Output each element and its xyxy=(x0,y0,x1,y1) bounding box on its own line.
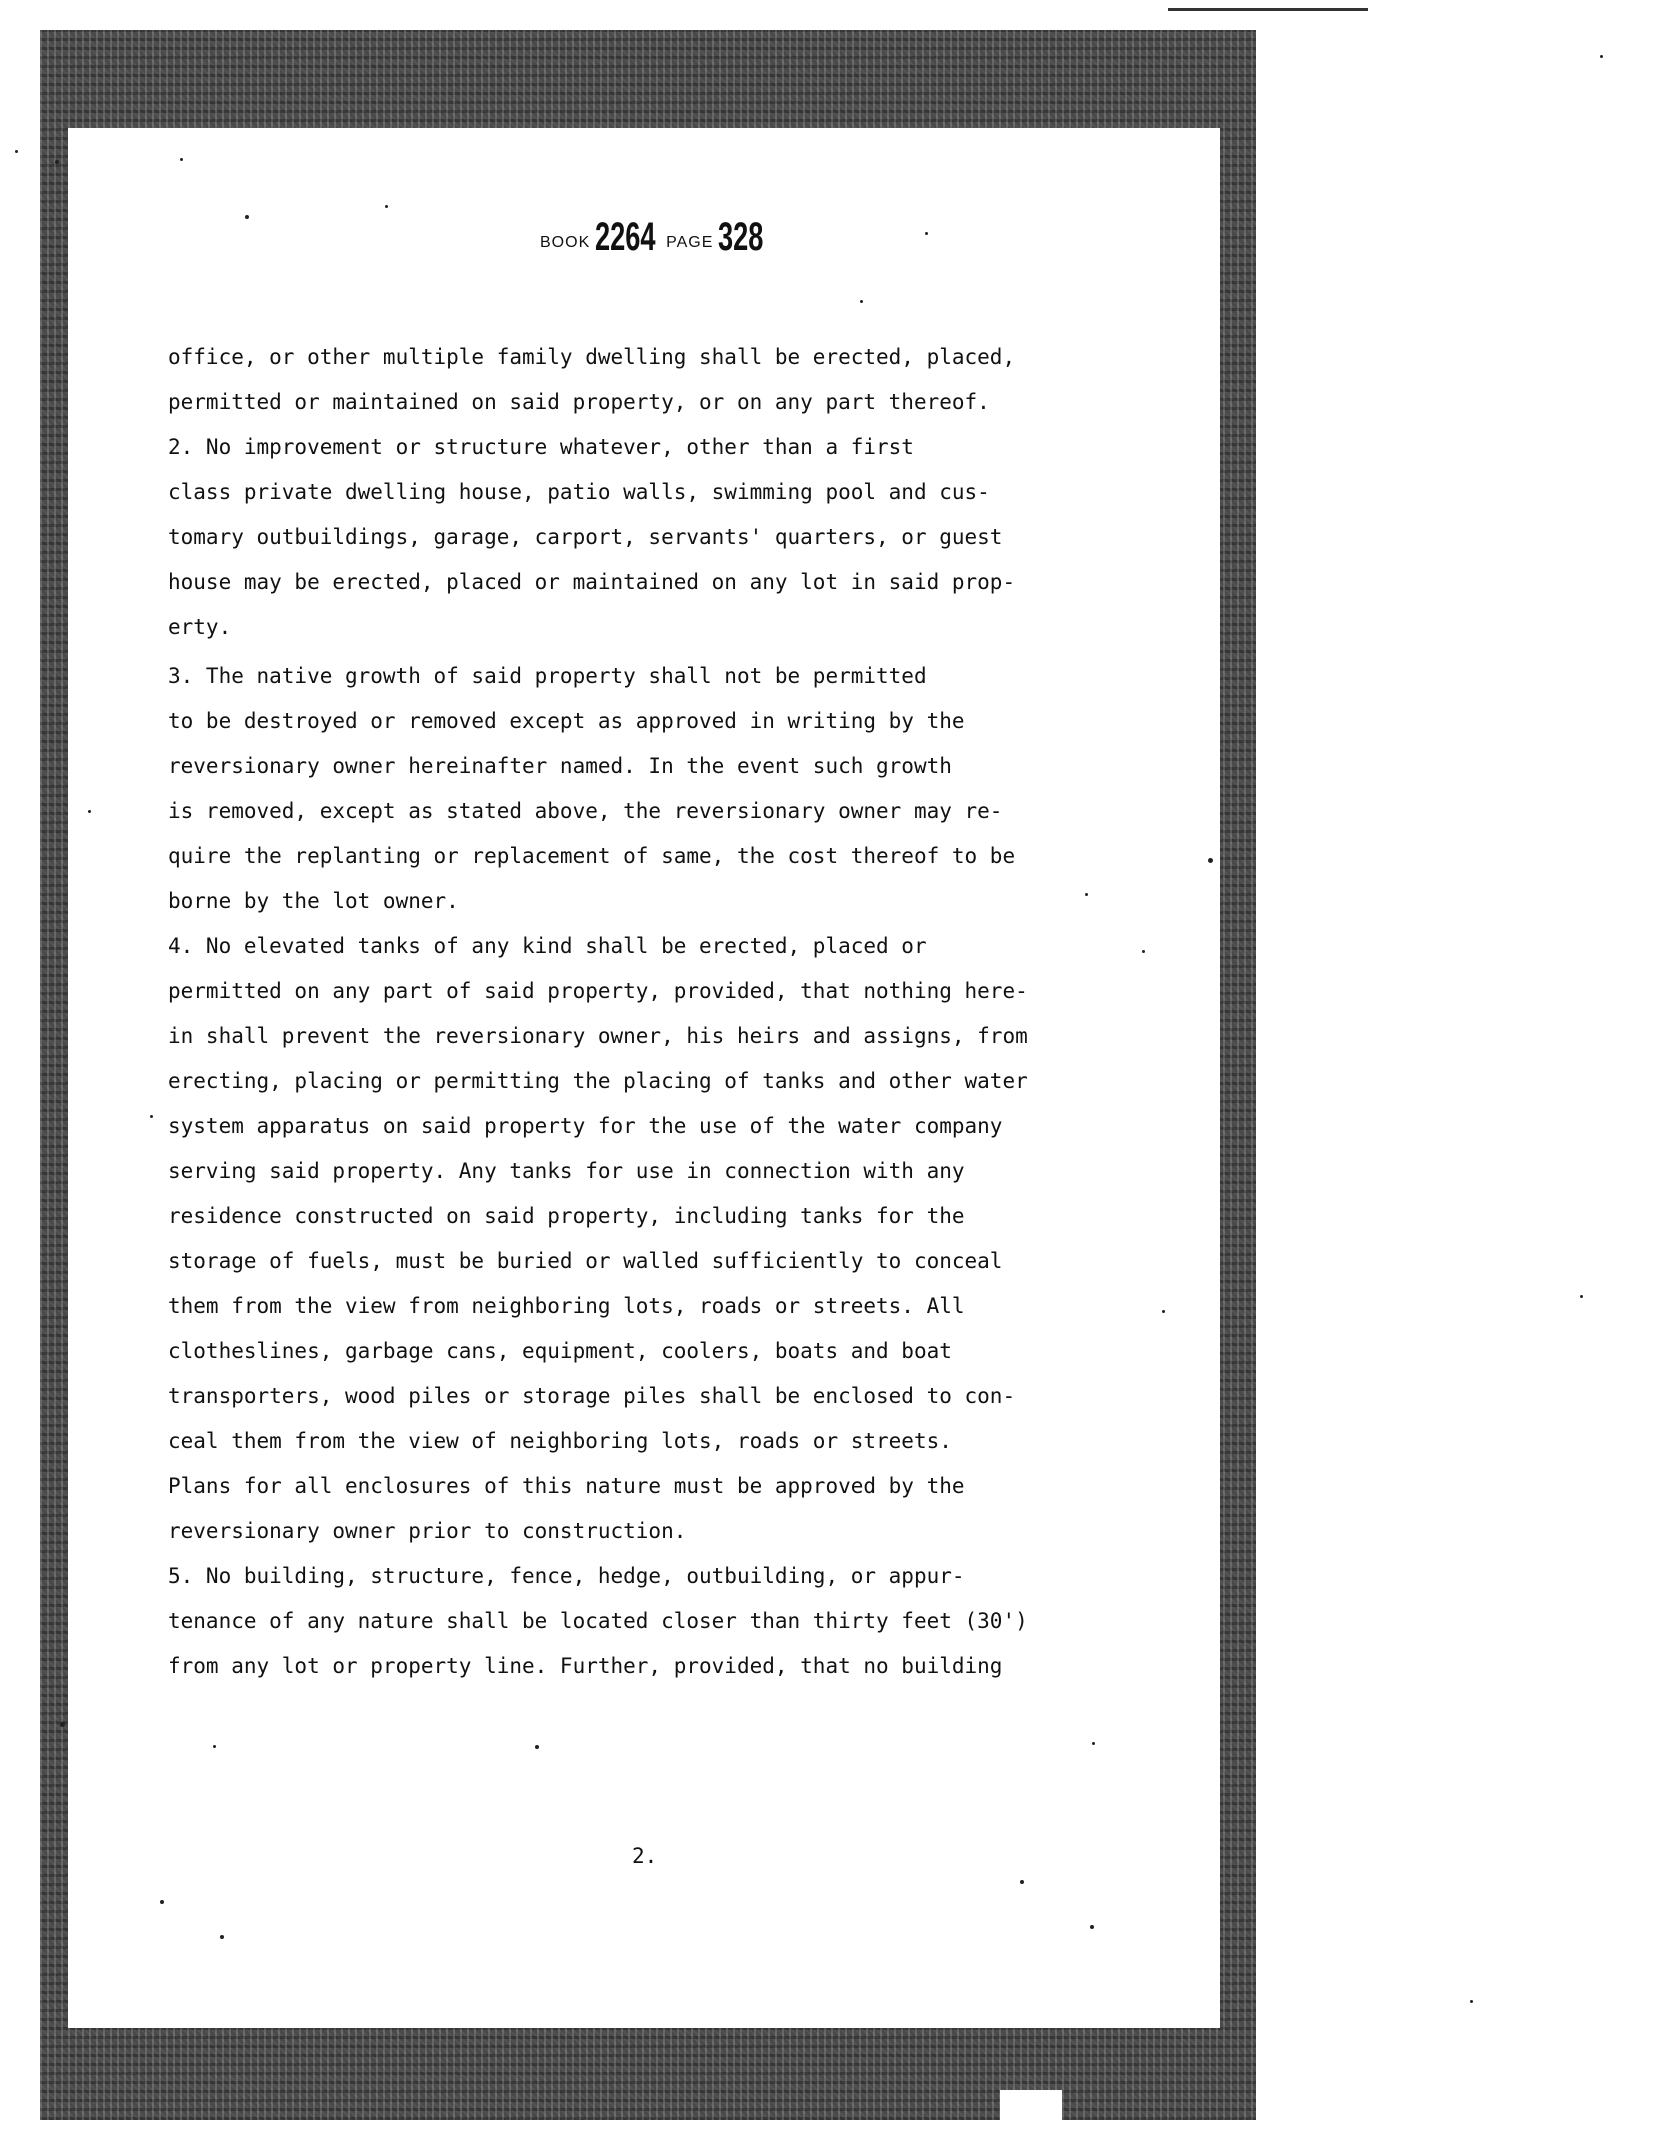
text-line: permitted or maintained on said property, or on any part thereof. xyxy=(168,390,990,414)
scan-speck xyxy=(1020,1880,1024,1884)
text-line: tenance of any nature shall be located closer than thirty feet (30') xyxy=(168,1609,1028,1633)
text-line: ceal them from the view of neighboring lots, roads or streets. xyxy=(168,1429,952,1453)
text-line: permitted on any part of said property, provided, that nothing here- xyxy=(168,979,1028,1003)
page-number-stamp: 328 xyxy=(717,215,764,259)
text-line: residence constructed on said property, including tanks for the xyxy=(168,1204,965,1228)
scan-speck xyxy=(1092,1742,1095,1745)
book-label: BOOK xyxy=(540,234,591,251)
scan-speck xyxy=(1162,1310,1165,1313)
scan-speck xyxy=(925,232,928,235)
scan-speck xyxy=(1208,858,1213,863)
page-footer-number: 2. xyxy=(632,1844,658,1868)
scan-speck xyxy=(213,1745,216,1748)
text-line: 3. The native growth of said property shall not be permitted xyxy=(168,664,927,688)
text-line: clotheslines, garbage cans, equipment, coolers, boats and boat xyxy=(168,1339,952,1363)
scan-speck xyxy=(1085,893,1088,896)
scan-speck xyxy=(55,160,59,164)
page-label: PAGE xyxy=(666,234,714,251)
text-line: Plans for all enclosures of this nature must be approved by the xyxy=(168,1474,965,1498)
scan-speck xyxy=(385,205,388,208)
text-line: serving said property. Any tanks for use in connection with any xyxy=(168,1159,965,1183)
text-line: office, or other multiple family dwelling shall be erected, placed, xyxy=(168,345,1016,369)
text-line: 5. No building, structure, fence, hedge, outbuilding, or appur- xyxy=(168,1564,965,1588)
scan-speck xyxy=(150,1115,153,1118)
text-line: transporters, wood piles or storage piles shall be enclosed to con- xyxy=(168,1384,1016,1408)
text-line: 4. No elevated tanks of any kind shall be erected, placed or xyxy=(168,934,927,958)
text-line: from any lot or property line. Further, provided, that no building xyxy=(168,1654,1003,1678)
scan-artifact xyxy=(1000,2090,1062,2126)
scan-speck xyxy=(1600,55,1603,58)
scan-speck xyxy=(1470,2000,1473,2003)
scan-speck xyxy=(160,1900,164,1904)
text-line: quire the replanting or replacement of same, the cost thereof to be xyxy=(168,844,1016,868)
text-line: erty. xyxy=(168,615,232,639)
scan-speck xyxy=(88,810,91,813)
text-line: erecting, placing or permitting the placing of tanks and other water xyxy=(168,1069,1028,1093)
scan-speck xyxy=(535,1745,539,1749)
text-line: is removed, except as stated above, the reversionary owner may re- xyxy=(168,799,1003,823)
book-number: 2264 xyxy=(594,215,656,259)
text-line: reversionary owner hereinafter named. In the event such growth xyxy=(168,754,952,778)
deed-body-text xyxy=(168,335,1108,1689)
text-line: reversionary owner prior to construction. xyxy=(168,1519,687,1543)
text-line: borne by the lot owner. xyxy=(168,889,459,913)
text-line: them from the view from neighboring lots, roads or streets. All xyxy=(168,1294,965,1318)
text-line: 2. No improvement or structure whatever, other than a first xyxy=(168,435,914,459)
text-line: tomary outbuildings, garage, carport, servants' quarters, or guest xyxy=(168,525,1003,549)
scan-speck xyxy=(220,1935,224,1939)
top-edge-mark xyxy=(1168,0,1368,11)
text-line: to be destroyed or removed except as approved in writing by the xyxy=(168,709,965,733)
text-line: storage of fuels, must be buried or walled sufficiently to conceal xyxy=(168,1249,1003,1273)
scan-speck xyxy=(1142,950,1145,953)
scan-speck xyxy=(860,300,863,303)
text-line: system apparatus on said property for the use of the water company xyxy=(168,1114,1003,1138)
text-line: in shall prevent the reversionary owner, his heirs and assigns, from xyxy=(168,1024,1028,1048)
scan-speck xyxy=(245,215,249,219)
text-line: house may be erected, placed or maintained on any lot in said prop- xyxy=(168,570,1016,594)
scan-speck xyxy=(180,158,183,161)
scan-speck xyxy=(1090,1925,1094,1929)
scan-speck xyxy=(60,1722,65,1727)
text-line: class private dwelling house, patio walls, swimming pool and cus- xyxy=(168,480,990,504)
scan-speck xyxy=(15,150,18,153)
scan-speck xyxy=(1580,1295,1583,1298)
book-page-stamp xyxy=(540,215,763,260)
